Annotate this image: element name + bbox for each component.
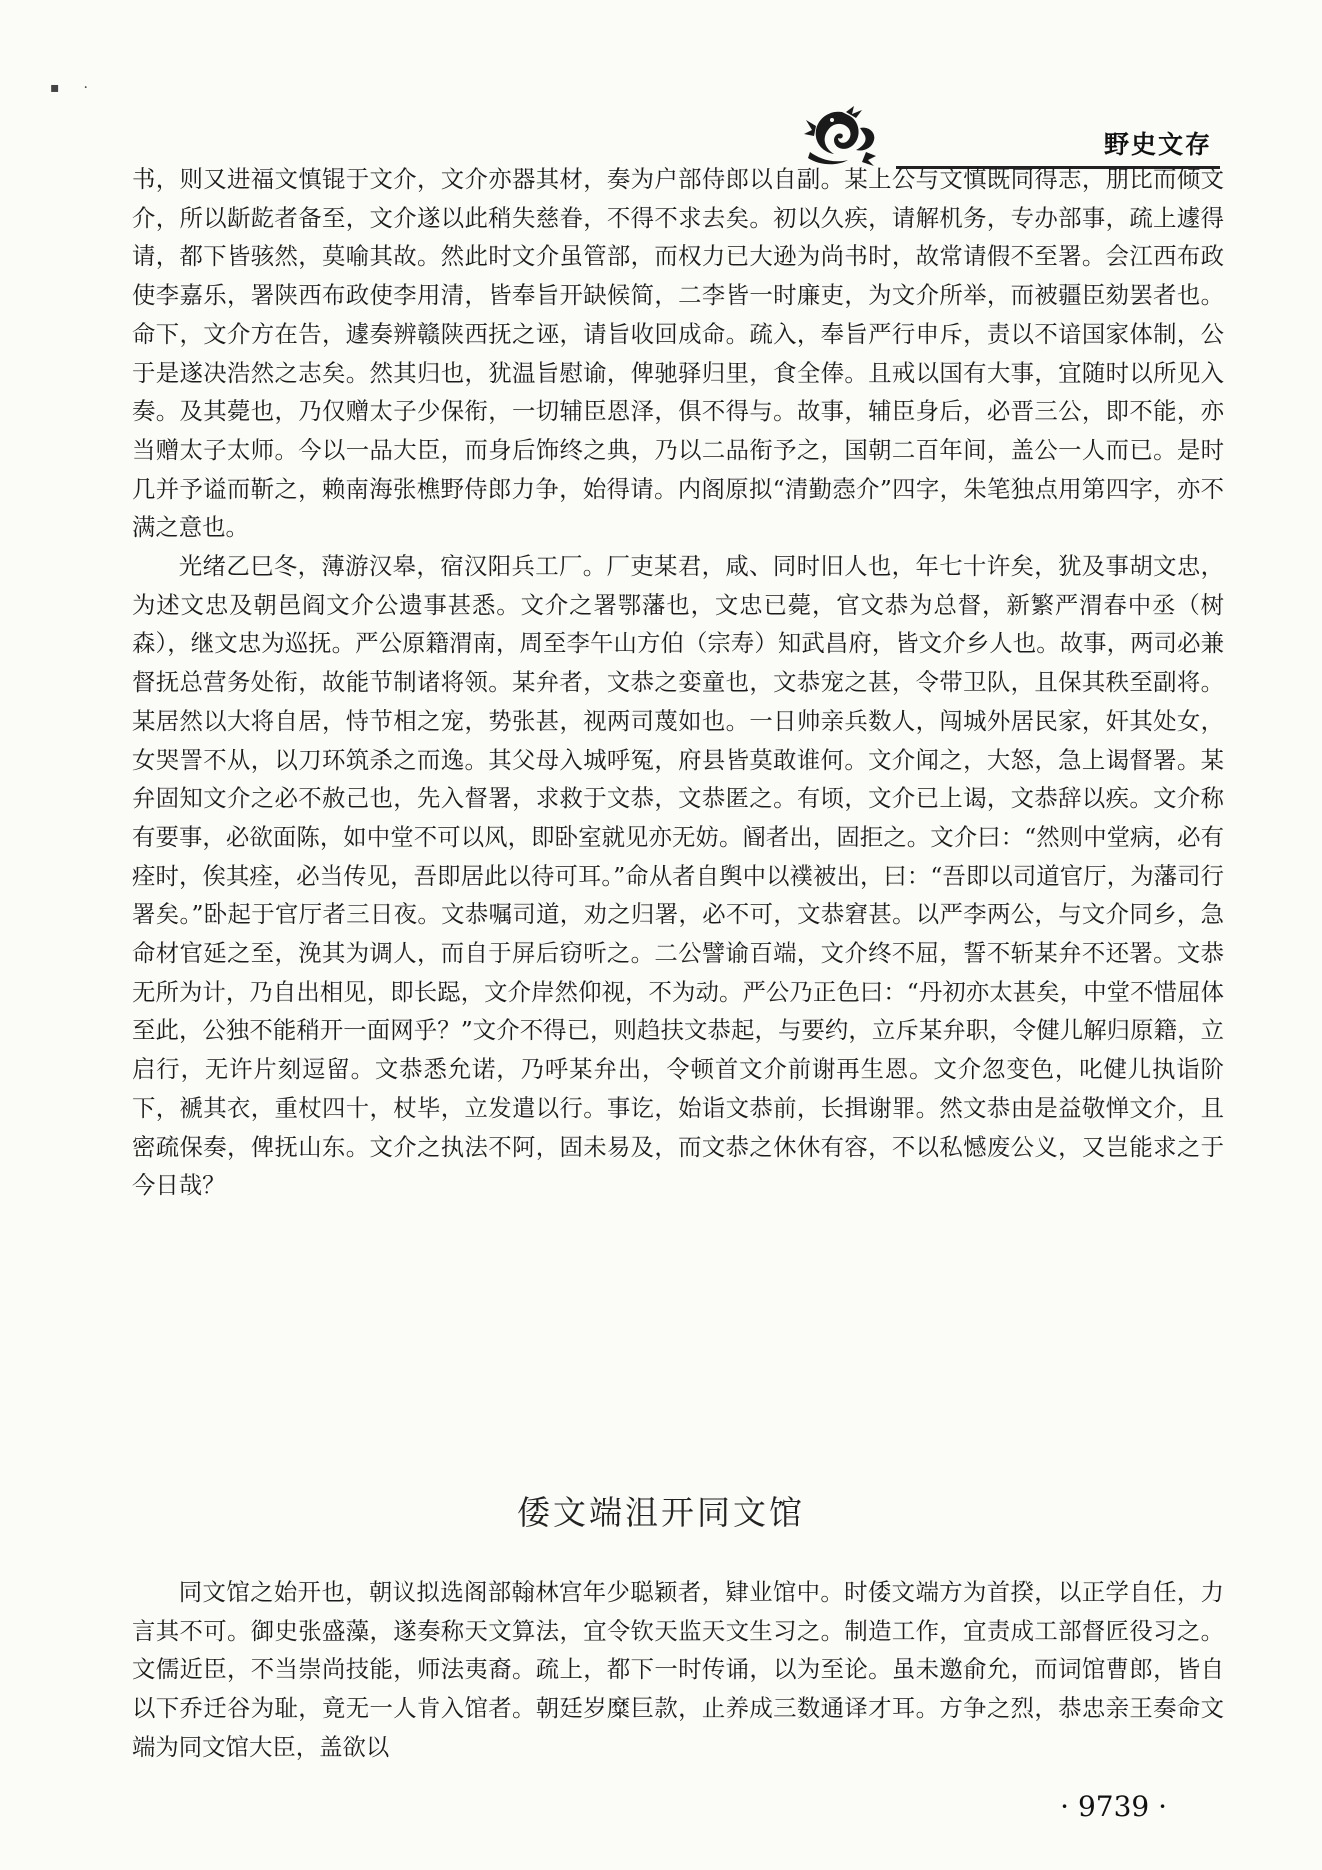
page-number: · 9739 ·: [1060, 1790, 1167, 1823]
top-text-block: [132, 160, 1224, 1205]
running-header: [792, 104, 1220, 164]
paragraph-continued: 书，则又进福文慎锟于文介，文介亦器其材，奏为户部侍郎以自副。某上公与文慎既同得志，朋比而倾文介，所以龂龁者备至，文介遂以此稍失慈眷，不得不求去矣。初以久疾，请解机务，专办部事，疏上遽得请，都下皆骇然，莫喻其故。然此时文介虽管部，而权力已大逊为尚书时，故常请假不至署。会江西布政使李嘉乐，署陕西布政使李用清，皆奉旨开缺候简，二李皆一时廉吏，为文介所举，而被疆臣劾罢者也。命下，文介方在告，遽奏辨赣陕西抚之诬，请旨收回成命。疏入，奉旨严行申斥，责以不谙国家体制，公于是遂决浩然之志矣。然其归也，犹温旨慰谕，俾驰驿归里，食全俸。且戒以国有大事，宜随时以所见入奏。及其薨也，乃仅赠太子少保衔，一切辅臣恩泽，俱不得与。故事，辅臣身后，必晋三公，即不能，亦当赠太子太师。今以一品大臣，而身后饰终之典，乃以二品衔予之，国朝二百年间，盖公一人而已。是时几并予谥而靳之，赖南海张樵野侍郎力争，始得请。内阁原拟“清勤悫介”四字，朱笔独点用第四字，亦不满之意也。: [132, 165, 1224, 542]
running-header-title: 野史文存: [1103, 130, 1212, 159]
section-title: 倭文端沮开同文馆: [517, 1493, 805, 1532]
dragon-emblem-icon: [802, 106, 880, 168]
paragraph: 同文馆之始开也，朝议拟选阁部翰林宫年少聪颖者，肄业馆中。时倭文端方为首揆，以正学自任，力言其不可。御史张盛藻，遂奏称天文算法，宜令钦天监天文生习之。制造工作，宜责成工部督匠役习之。文儒近臣，不当崇尚技能，师法夷裔。疏上，都下一时传诵，以为至论。虽未邀俞允，而词馆曹郎，皆自以下乔迁谷为耻，竟无一人肯入馆者。朝廷岁糜巨款，止养成三数通译才耳。方争之烈，恭忠亲王奏命文端为同文馆大臣，盖欲以: [132, 1578, 1224, 1761]
bottom-text-block: [132, 1573, 1224, 1767]
paragraph: 光绪乙巳冬，薄游汉皋，宿汉阳兵工厂。厂吏某君，咸、同时旧人也，年七十许矣，犹及事胡文忠，为述文忠及朝邑阎文介公遗事甚悉。文介之署鄂藩也，文忠已薨，官文恭为总督，新繁严渭春中丞（树森），继文忠为巡抚。严公原籍渭南，周至李午山方伯（宗寿）知武昌府，皆文介乡人也。故事，两司必兼督抚总营务处衔，故能节制诸将领。某弁者，文恭之娈童也，文恭宠之甚，令带卫队，且保其秩至副将。某居然以大将自居，恃节相之宠，势张甚，视两司蔑如也。一日帅亲兵数人，闯城外居民家，奸其处女，女哭詈不从，以刀环筑杀之而逸。其父母入城呼冤，府县皆莫敢谁何。文介闻之，大怒，急上谒督署。某弁固知文介之必不赦己也，先入督署，求救于文恭，文恭匿之。有顷，文介已上谒，文恭辞以疾。文介称有要事，必欲面陈，如中堂不可以风，即卧室就见亦无妨。阍者出，固拒之。文介曰：“然则中堂病，必有痊时，俟其痊，必当传见，吾即居此以待可耳。”命从者自舆中以襆被出，曰：“吾即以司道官厅，为藩司行署矣。”卧起于官厅者三日夜。文恭嘱司道，劝之归署，必不可，文恭窘甚。以严李两公，与文介同乡，急命材官延之至，浼其为调人，而自于屏后窃听之。二公譬谕百端，文介终不屈，誓不斩某弁不还署。文恭无所为计，乃自出相见，即长跽，文介岸然仰视，不为动。严公乃正色曰：“丹初亦太甚矣，中堂不惜屈体至此，公独不能稍开一面网乎？”文介不得已，则趋扶文恭起，与要约，立斥某弁职，令健儿解归原籍，立启行，无许片刻逗留。文恭悉允诺，乃呼某弁出，令顿首文介前谢再生恩。文介忽变色，叱健儿执诣阶下，褫其衣，重杖四十，杖毕，立发遣以行。事讫，始诣文恭前，长揖谢罪。然文恭由是益敬惮文介，且密疏保奏，俾抚山东。文介之执法不阿，固未易及，而文恭之休休有容，不以私憾废公义，又岂能求之于今日哉？: [132, 552, 1224, 1200]
scan-specks: ▪·: [50, 80, 112, 96]
